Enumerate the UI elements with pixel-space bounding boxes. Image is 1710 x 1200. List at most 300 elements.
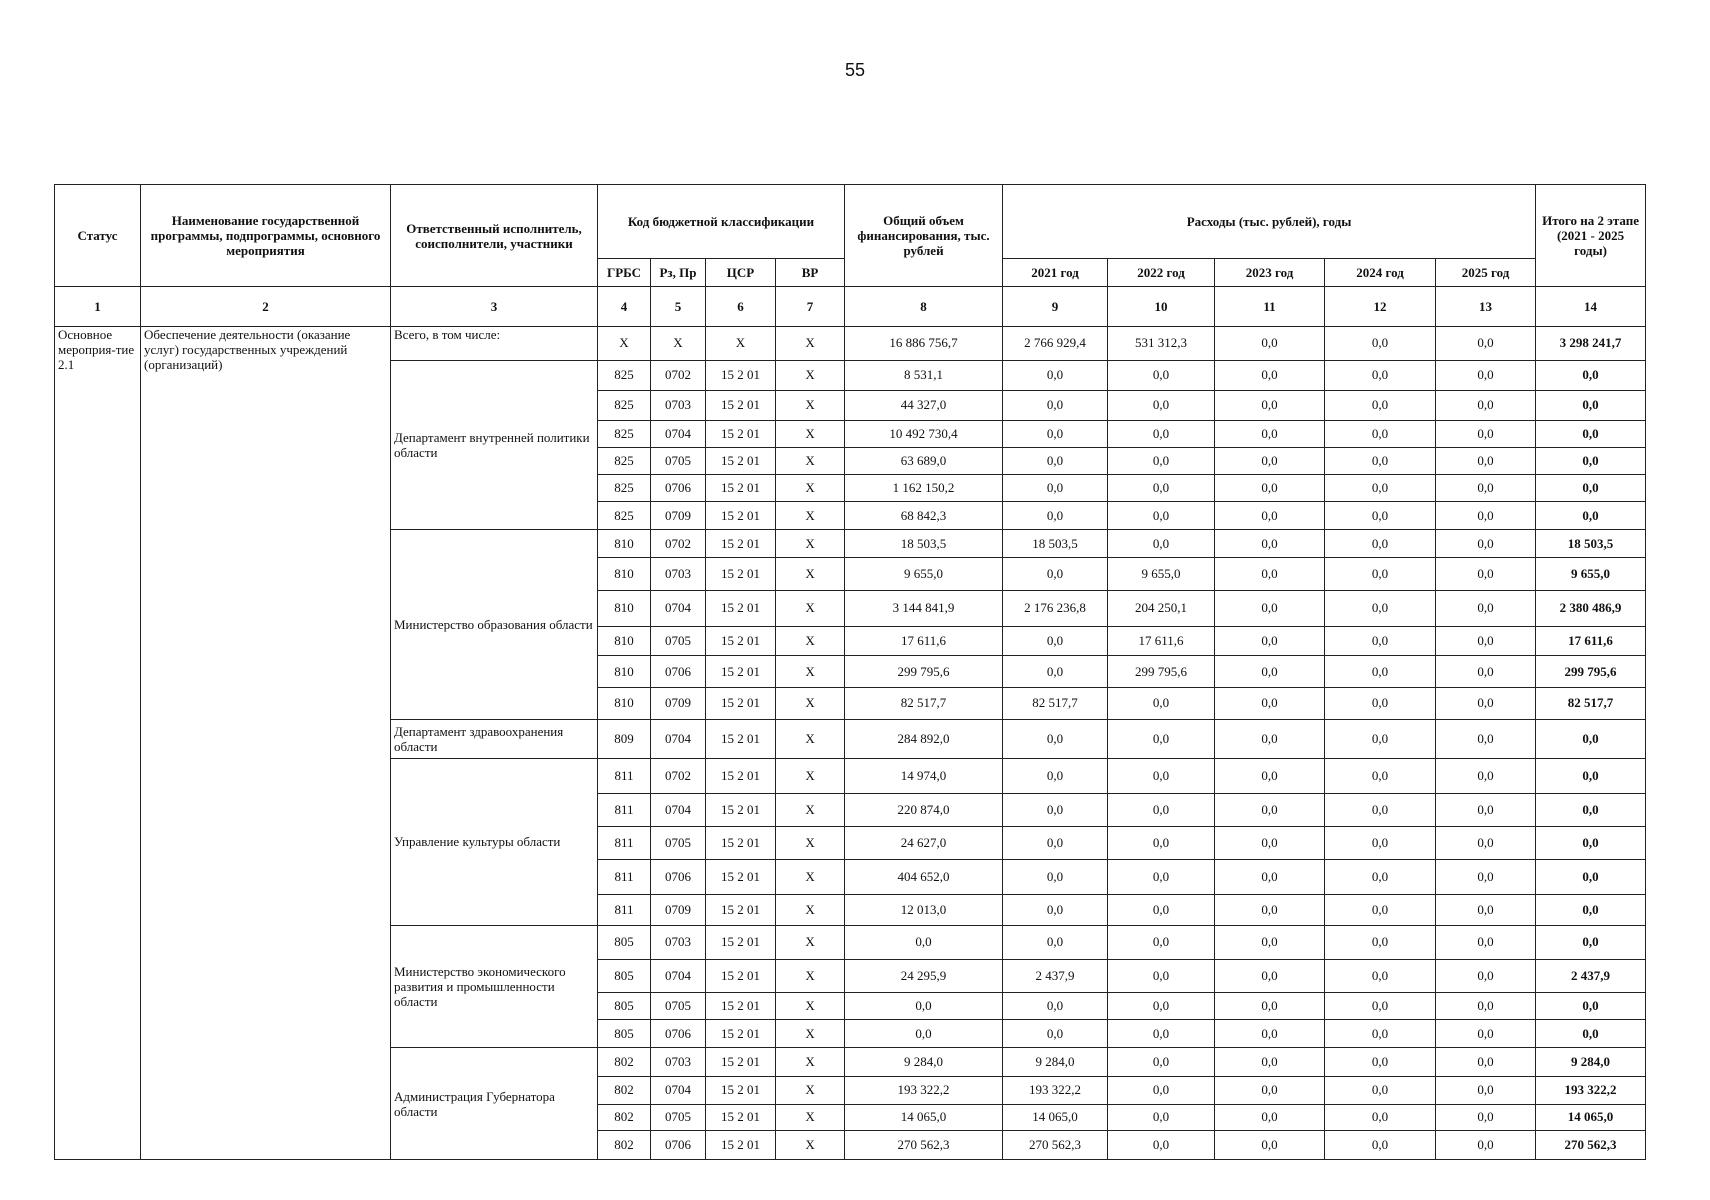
table-cell: 17 611,6 [845,626,1003,655]
column-number: 2 [141,287,391,327]
table-cell: X [776,1048,845,1076]
table-cell: 0,0 [1325,688,1436,719]
table-cell: 2 380 486,9 [1536,590,1646,626]
table-cell: 0,0 [1436,475,1536,502]
table-cell: 0,0 [1108,1076,1215,1104]
table-cell: 44 327,0 [845,390,1003,420]
table-cell: 0,0 [1003,421,1108,448]
header-2025: 2025 год [1436,259,1536,287]
table-cell: 0,0 [1215,390,1325,420]
table-cell: 0,0 [1436,688,1536,719]
table-cell: 0,0 [1436,926,1536,960]
table-cell: 0,0 [1003,655,1108,687]
table-cell: 24 295,9 [845,959,1003,993]
table-cell: 1 162 150,2 [845,475,1003,502]
table-cell: 0,0 [1325,826,1436,860]
table-cell: 0,0 [1436,1104,1536,1130]
table-cell: X [776,1104,845,1130]
table-cell: 15 2 01 [706,894,776,925]
table-cell: 0,0 [1536,894,1646,925]
table-cell: 0702 [651,360,706,390]
executor-cell: Министерство экономического развития и промышленности области [391,926,598,1048]
table-cell: 0,0 [1325,758,1436,794]
table-cell: 0,0 [1325,860,1436,895]
table-cell: 0,0 [1536,360,1646,390]
table-cell: 0,0 [1215,502,1325,530]
table-cell: 0,0 [1325,1020,1436,1048]
table-row [55,327,1646,361]
table-cell: 0,0 [1436,758,1536,794]
table-cell: 15 2 01 [706,688,776,719]
table-cell: 15 2 01 [706,719,776,758]
status-cell: Основное мероприя-тие 2.1 [55,327,141,1160]
table-cell: 17 611,6 [1536,626,1646,655]
table-cell: 17 611,6 [1108,626,1215,655]
table-cell: X [776,826,845,860]
table-cell: 0705 [651,826,706,860]
header-total-volume: Общий объем финансирования, тыс. рублей [845,185,1003,287]
table-cell: 284 892,0 [845,719,1003,758]
table-cell: 270 562,3 [1003,1130,1108,1159]
header-budget-code: Код бюджетной классификации [598,185,845,259]
table-cell: 0,0 [1436,993,1536,1020]
table-cell: 0,0 [1003,360,1108,390]
table-cell: 0,0 [1325,448,1436,475]
table-cell: 15 2 01 [706,626,776,655]
table-cell: 802 [598,1048,651,1076]
table-cell: 802 [598,1076,651,1104]
column-number: 11 [1215,287,1325,327]
table-cell: 14 065,0 [1003,1104,1108,1130]
table-cell: 0,0 [1536,926,1646,960]
table-cell: 3 298 241,7 [1536,327,1646,361]
table-cell: 0704 [651,590,706,626]
executor-cell: Департамент внутренней политики области [391,360,598,530]
table-cell: 805 [598,959,651,993]
table-cell: 0,0 [1108,1104,1215,1130]
table-cell: 0,0 [1215,421,1325,448]
table-cell: X [776,719,845,758]
table-cell: X [776,558,845,590]
table-cell: 811 [598,758,651,794]
table-cell: 0,0 [1436,1020,1536,1048]
program-name-cell: Обеспечение деятельности (оказание услуг) государственных учреждений (организаций) [141,327,391,1160]
table-cell: 0706 [651,1020,706,1048]
table-cell: X [776,894,845,925]
table-cell: 0,0 [1003,826,1108,860]
table-cell: 825 [598,360,651,390]
table-cell: 0,0 [1325,590,1436,626]
header-status: Статус [55,185,141,287]
column-number: 4 [598,287,651,327]
table-cell: X [776,390,845,420]
table-cell: 810 [598,590,651,626]
table-cell: 15 2 01 [706,530,776,558]
column-number: 3 [391,287,598,327]
table-cell: 0,0 [1536,390,1646,420]
column-number: 14 [1536,287,1646,327]
table-cell: 9 655,0 [1536,558,1646,590]
table-cell: 9 284,0 [845,1048,1003,1076]
table-cell: 0,0 [1003,719,1108,758]
table-cell: X [776,1130,845,1159]
table-cell: 299 795,6 [845,655,1003,687]
table-cell: 204 250,1 [1108,590,1215,626]
table-cell: 18 503,5 [1003,530,1108,558]
table-cell: 0,0 [1003,475,1108,502]
table-cell: 0,0 [1003,558,1108,590]
table-cell: 0,0 [1215,1048,1325,1076]
table-cell: X [598,327,651,361]
header-2023: 2023 год [1215,259,1325,287]
table-cell: 15 2 01 [706,1104,776,1130]
table-cell: 0705 [651,993,706,1020]
column-number: 1 [55,287,141,327]
table-cell: 0,0 [1215,530,1325,558]
table-cell: 0,0 [1003,926,1108,960]
table-cell: 2 437,9 [1003,959,1108,993]
table-cell: 0,0 [1436,390,1536,420]
table-cell: 0704 [651,959,706,993]
table-cell: X [776,1020,845,1048]
table-cell: 811 [598,894,651,925]
table-cell: 0,0 [1325,993,1436,1020]
table-cell: 0,0 [1325,926,1436,960]
table-cell: 14 065,0 [845,1104,1003,1130]
table-cell: 12 013,0 [845,894,1003,925]
table-cell: 0,0 [1215,1076,1325,1104]
table-cell: 15 2 01 [706,590,776,626]
header-stage-total: Итого на 2 этапе (2021 - 2025 годы) [1536,185,1646,287]
table-cell: 0,0 [1215,327,1325,361]
table-cell: 0,0 [1215,558,1325,590]
table-cell: 0,0 [1325,655,1436,687]
table-cell: 15 2 01 [706,794,776,826]
executor-cell: Министерство образования области [391,530,598,719]
table-cell: 0703 [651,1048,706,1076]
header-vr: ВР [776,259,845,287]
table-cell: 15 2 01 [706,1076,776,1104]
table-cell: 82 517,7 [845,688,1003,719]
table-cell: 0,0 [1215,1130,1325,1159]
header-grbs: ГРБС [598,259,651,287]
table-cell: X [776,758,845,794]
table-cell: 810 [598,530,651,558]
table-cell: 15 2 01 [706,860,776,895]
table-cell: 9 284,0 [1536,1048,1646,1076]
executor-cell: Управление культуры области [391,758,598,926]
table-cell: 0,0 [1436,530,1536,558]
table-cell: 0706 [651,860,706,895]
table-cell: 0,0 [1108,926,1215,960]
table-cell: 0,0 [1436,794,1536,826]
table-cell: 0,0 [1003,894,1108,925]
table-cell: 193 322,2 [1536,1076,1646,1104]
executor-cell: Всего, в том числе: [391,327,598,361]
table-cell: 15 2 01 [706,655,776,687]
budget-table [54,184,1646,1160]
table-cell: 0,0 [1536,1020,1646,1048]
table-cell: 0,0 [1325,558,1436,590]
table-cell: 0,0 [1108,794,1215,826]
table-cell: 0,0 [1325,360,1436,390]
table-cell: X [776,360,845,390]
table-cell: 0,0 [1003,626,1108,655]
table-cell: 0,0 [1536,860,1646,895]
header-2022: 2022 год [1108,259,1215,287]
table-cell: 0,0 [1536,826,1646,860]
column-number: 9 [1003,287,1108,327]
table-cell: 299 795,6 [1108,655,1215,687]
table-cell: 810 [598,558,651,590]
table-cell: 10 492 730,4 [845,421,1003,448]
table-cell: 0,0 [1436,719,1536,758]
table-cell: 68 842,3 [845,502,1003,530]
table-cell: X [706,327,776,361]
table-cell: 0,0 [845,993,1003,1020]
table-cell: 0,0 [1108,360,1215,390]
table-cell: 809 [598,719,651,758]
table-cell: 0705 [651,448,706,475]
table-cell: 0,0 [1108,719,1215,758]
table-cell: 16 886 756,7 [845,327,1003,361]
table-cell: 0702 [651,758,706,794]
table-cell: X [776,421,845,448]
table-cell: 0,0 [1215,655,1325,687]
table-cell: 63 689,0 [845,448,1003,475]
table-cell: 0,0 [1108,826,1215,860]
table-cell: 0,0 [1108,1020,1215,1048]
header-executor: Ответственный исполнитель, соисполнители, участники [391,185,598,287]
table-cell: 0,0 [1436,327,1536,361]
table-cell: 0,0 [1215,894,1325,925]
table-cell: 0703 [651,558,706,590]
table-cell: 9 655,0 [1108,558,1215,590]
table-cell: 0,0 [1536,993,1646,1020]
table-cell: 0,0 [1325,959,1436,993]
table-cell: 2 766 929,4 [1003,327,1108,361]
table-cell: 0,0 [1325,1104,1436,1130]
table-cell: 825 [598,390,651,420]
table-cell: 0,0 [1108,959,1215,993]
table-cell: 15 2 01 [706,993,776,1020]
table-cell: 0,0 [1003,448,1108,475]
table-cell: 0,0 [1536,448,1646,475]
column-number-row [55,287,1646,327]
table-cell: 14 974,0 [845,758,1003,794]
table-cell: 15 2 01 [706,1130,776,1159]
table-cell: 0,0 [1436,448,1536,475]
table-cell: 0702 [651,530,706,558]
table-cell: 0,0 [1325,1130,1436,1159]
table-cell: 0,0 [1003,758,1108,794]
table-cell: 0,0 [1436,590,1536,626]
table-cell: X [776,475,845,502]
table-cell: 0,0 [1215,626,1325,655]
table-cell: 0,0 [1536,475,1646,502]
table-cell: 0,0 [1108,688,1215,719]
table-cell: 0,0 [1108,421,1215,448]
table-cell: 0,0 [1325,421,1436,448]
table-cell: 0,0 [1436,1076,1536,1104]
executor-cell: Департамент здравоохранения области [391,719,598,758]
table-cell: 0,0 [1108,1130,1215,1159]
table-cell: 9 655,0 [845,558,1003,590]
table-cell: 0,0 [845,1020,1003,1048]
table-cell: 0,0 [1003,390,1108,420]
table-cell: 0,0 [1003,502,1108,530]
table-cell: 0,0 [1215,475,1325,502]
table-cell: 0,0 [1436,860,1536,895]
table-cell: 0,0 [1108,993,1215,1020]
table-cell: 0704 [651,794,706,826]
table-cell: 811 [598,860,651,895]
table-cell: 0,0 [1536,794,1646,826]
table-cell: 0705 [651,626,706,655]
table-cell: 0,0 [1536,758,1646,794]
table-cell: X [776,794,845,826]
table-cell: 15 2 01 [706,826,776,860]
table-cell: 9 284,0 [1003,1048,1108,1076]
table-cell: 0706 [651,475,706,502]
table-cell: X [776,926,845,960]
column-number: 13 [1436,287,1536,327]
table-cell: 0,0 [1108,860,1215,895]
table-cell: 0,0 [1215,826,1325,860]
table-cell: 0,0 [1436,655,1536,687]
table-cell: 0706 [651,655,706,687]
table-cell: 0,0 [1325,719,1436,758]
header-name: Наименование государственной программы, подпрограммы, основного мероприятия [141,185,391,287]
table-cell: 0703 [651,390,706,420]
table-cell: X [776,993,845,1020]
table-cell: 0,0 [1215,959,1325,993]
table-cell: 0,0 [1108,1048,1215,1076]
column-number: 8 [845,287,1003,327]
column-number: 12 [1325,287,1436,327]
table-cell: X [776,502,845,530]
table-cell: X [776,530,845,558]
table-cell: 0,0 [1436,959,1536,993]
table-cell: 0,0 [1536,502,1646,530]
table-cell: 0,0 [1536,421,1646,448]
table-cell: 0,0 [1436,894,1536,925]
table-cell: 0,0 [1215,926,1325,960]
table-cell: 811 [598,826,651,860]
table-cell: 3 144 841,9 [845,590,1003,626]
table-cell: 0,0 [1215,758,1325,794]
table-cell: 15 2 01 [706,502,776,530]
table-cell: 0,0 [1325,1076,1436,1104]
table-cell: 0,0 [1325,626,1436,655]
table-cell: 0,0 [1325,1048,1436,1076]
table-cell: 0706 [651,1130,706,1159]
table-cell: 0,0 [1436,502,1536,530]
table-cell: 15 2 01 [706,558,776,590]
table-cell: 15 2 01 [706,448,776,475]
table-cell: 0,0 [1325,530,1436,558]
table-cell: 810 [598,655,651,687]
table-cell: 0,0 [1436,1048,1536,1076]
table-cell: 810 [598,688,651,719]
table-cell: 18 503,5 [845,530,1003,558]
table-cell: 24 627,0 [845,826,1003,860]
page-number: 55 [844,60,866,80]
table-cell: 0,0 [1215,794,1325,826]
table-cell: 0,0 [1215,688,1325,719]
table-cell: 0,0 [1108,390,1215,420]
table-cell: 14 065,0 [1536,1104,1646,1130]
table-cell: X [776,688,845,719]
table-cell: 15 2 01 [706,390,776,420]
table-cell: 0,0 [1215,360,1325,390]
table-cell: 0,0 [1215,590,1325,626]
table-cell: 15 2 01 [706,1020,776,1048]
table-cell: 2 437,9 [1536,959,1646,993]
table-cell: 0,0 [845,926,1003,960]
table-cell: 0,0 [1003,1020,1108,1048]
table-cell: 0,0 [1325,502,1436,530]
column-number: 7 [776,287,845,327]
table-cell: X [776,655,845,687]
table-cell: 404 652,0 [845,860,1003,895]
table-cell: 805 [598,1020,651,1048]
table-cell: 193 322,2 [1003,1076,1108,1104]
table-cell: 0,0 [1003,794,1108,826]
table-cell: 15 2 01 [706,1048,776,1076]
table-cell: X [651,327,706,361]
table-cell: X [776,959,845,993]
header-expenses: Расходы (тыс. рублей), годы [1003,185,1536,259]
table-cell: X [776,626,845,655]
table-cell: 220 874,0 [845,794,1003,826]
table-cell: 0709 [651,688,706,719]
table-cell: 0,0 [1436,421,1536,448]
table-cell: 0704 [651,1076,706,1104]
table-cell: 15 2 01 [706,360,776,390]
table-cell: 825 [598,421,651,448]
table-cell: 0,0 [1215,1104,1325,1130]
table-cell: 0,0 [1325,894,1436,925]
header-2024: 2024 год [1325,259,1436,287]
table-cell: 0703 [651,926,706,960]
table-cell: 825 [598,448,651,475]
table-cell: 18 503,5 [1536,530,1646,558]
table-cell: 0,0 [1436,558,1536,590]
table-cell: 15 2 01 [706,926,776,960]
header-2021: 2021 год [1003,259,1108,287]
table-cell: 825 [598,475,651,502]
table-cell: 8 531,1 [845,360,1003,390]
table-cell: 2 176 236,8 [1003,590,1108,626]
table-cell: 0,0 [1325,794,1436,826]
table-cell: 0704 [651,421,706,448]
table-cell: 270 562,3 [1536,1130,1646,1159]
table-cell: 193 322,2 [845,1076,1003,1104]
table-cell: 299 795,6 [1536,655,1646,687]
table-cell: X [776,860,845,895]
table-cell: 0,0 [1108,448,1215,475]
table-cell: 15 2 01 [706,475,776,502]
table-cell: 0,0 [1215,448,1325,475]
table-cell: 802 [598,1130,651,1159]
table-cell: 810 [598,626,651,655]
table-cell: 805 [598,993,651,1020]
table-cell: 0,0 [1108,530,1215,558]
table-cell: 15 2 01 [706,959,776,993]
table-cell: 0,0 [1325,327,1436,361]
table-cell: 0709 [651,502,706,530]
